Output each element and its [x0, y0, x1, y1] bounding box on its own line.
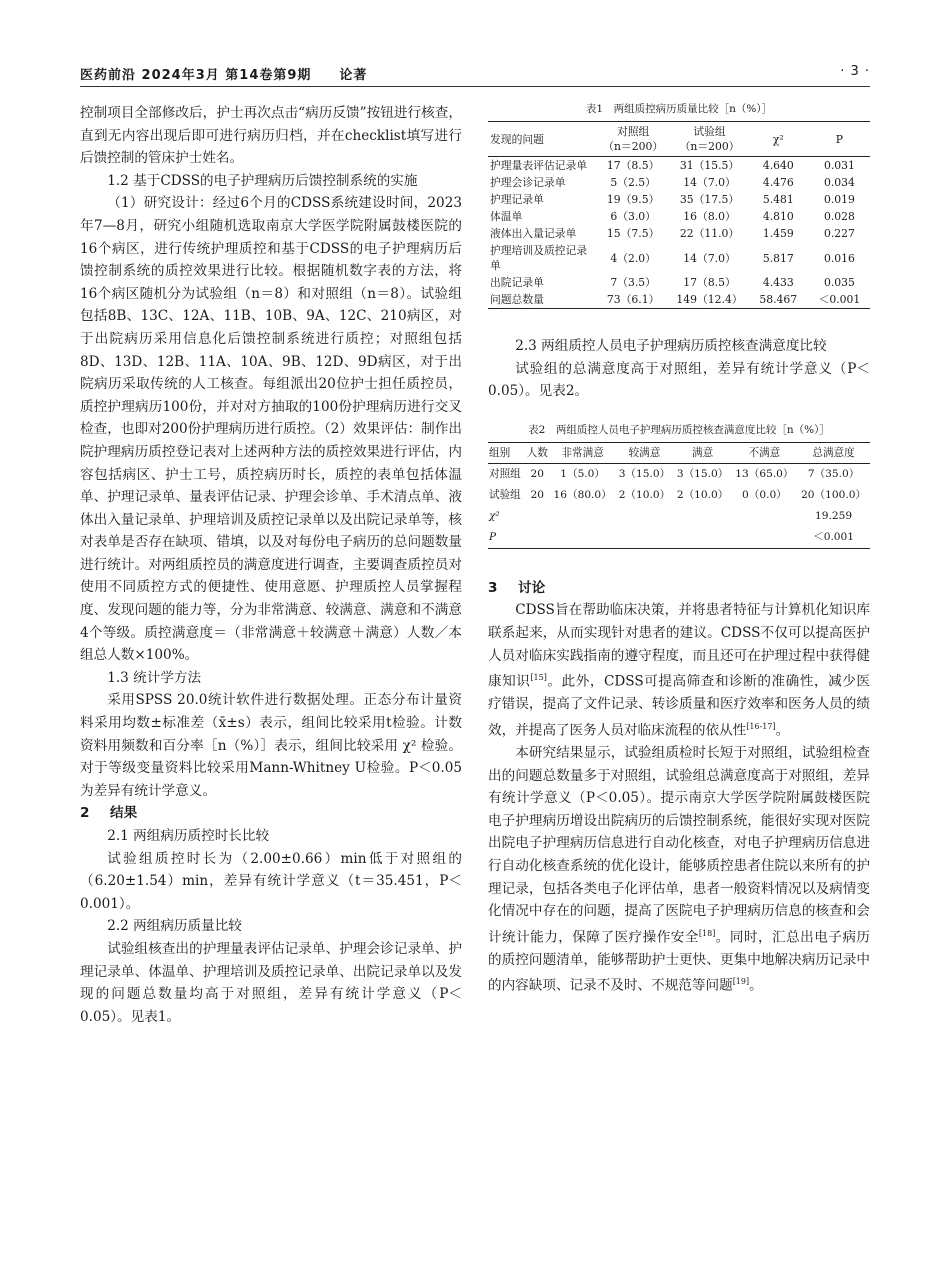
t2-header-satisfied: 满意 [674, 442, 732, 463]
table-row [488, 157, 870, 175]
section-3-number: 3 [488, 579, 498, 596]
t2-header-group: 组别 [488, 442, 525, 463]
section-2-1-body: 试验组质控时长为（2.00±0.66）min低于对照组的（6.20±1.54）min，差异有统计学意义（t＝35.451，P＜0.001）。 [80, 850, 462, 912]
t2-p-label: P [489, 530, 497, 543]
t2-header-very: 非常满意 [550, 442, 615, 463]
t2-r1-group: 试验组 [489, 488, 521, 501]
discussion-p2-text: 本研究结果显示，试验组质检时长短于对照组，试验组检查出的问题总数量多于对照组，试验组总满意度高于对照组，差异有统计学意义（P＜0.05）。提示南京大学医学院附属鼓楼医院电子护理病历增设出院病历的后馈控制系统，能很好实现对医院出院电子护理病历信息进行自动化核查，对电子护理病历信息进行自动化核查系统的优化设计，能够质控患者住院以来所有的护理记录，包括各类电子化评估单，患者一般资料情况以及病情变化情况中存在的问题，提高了医院电子护理病历信息的核查和会计统计能力，保障了医疗操作安全 [488, 745, 870, 946]
t1-row-control: 73（6.1） [606, 293, 660, 306]
left-column [80, 102, 462, 1028]
t1-row-test: 14（7.0） [683, 251, 736, 265]
t1-row-control: 19（9.5） [606, 193, 660, 206]
t2-header-total: 总满意度 [797, 442, 870, 463]
t2-r0-n: 20 [530, 467, 545, 480]
t1-row-control: 17（8.5） [606, 159, 660, 172]
t1-row-control: 6（3.0） [610, 210, 656, 223]
table-row [488, 463, 870, 485]
section-2-1-title: 2.1 两组病历质控时长比较 [107, 828, 270, 844]
t2-r0-a: 1（5.0） [560, 467, 606, 480]
t1-row-test: 16（8.0） [683, 210, 736, 223]
t2-header-fairly: 较满意 [615, 442, 673, 463]
t2-r0-c: 3（15.0） [676, 467, 729, 480]
section-1-3-title: 1.3 统计学方法 [107, 669, 202, 686]
t2-chi-value: 19.259 [815, 509, 853, 522]
t2-r1-e: 20（100.0） [801, 488, 867, 501]
t2-r0-b: 3（15.0） [618, 467, 671, 480]
ref-15: [15] [530, 673, 547, 683]
t1-row-name: 体温单 [490, 210, 523, 223]
t1-row-test: 14（7.0） [683, 176, 736, 189]
t1-row-name: 问题总数量 [490, 293, 544, 306]
discussion-paragraph-1 [488, 599, 870, 742]
t1-header-test-n: （n＝200） [679, 140, 740, 153]
t1-row-test: 149（12.4） [676, 293, 743, 306]
page-number: · 3 · [840, 64, 870, 79]
t1-row-p: 0.227 [823, 227, 855, 240]
t2-header-count: 人数 [525, 442, 550, 463]
table-row [488, 291, 870, 309]
t1-row-chi: 4.433 [762, 276, 794, 289]
t1-row-chi: 5.817 [762, 251, 794, 265]
t2-p-value: ＜0.001 [813, 530, 855, 543]
t1-row-chi: 5.481 [762, 193, 794, 206]
section-1-2-title: 1.2 基于CDSS的电子护理病历后馈控制系统的实施 [107, 172, 418, 189]
paragraph-continued: 控制项目全部修改后，护士再次点击“病历反馈”按钮进行核查，直到无内容出现后即可进行病历归档，并在checklist填写进行后馈控制的管床护士姓名。 [80, 105, 462, 167]
t2-header-unsatisfied: 不满意 [732, 442, 797, 463]
ref-19: [19] [732, 977, 750, 987]
section-2-3-title: 2.3 两组质控人员电子护理病历质控核查满意度比较 [515, 338, 827, 354]
section-2-2-title: 2.2 两组病历质量比较 [107, 918, 242, 935]
discussion-p2-text-b: 。同时，汇总出电子病历的质控问题清单，能够帮助护士更快、更集中地解决病历记录中的内容缺项、记录不及时、不规范等问题 [488, 929, 871, 994]
table-row [488, 191, 870, 208]
t1-row-test: 22（11.0） [679, 227, 740, 240]
t1-body [488, 157, 870, 309]
t1-header-problem: 发现的问题 [488, 122, 595, 157]
discussion-p2-text-c: 。 [749, 978, 763, 994]
section-2-heading [80, 802, 462, 825]
table-2-caption: 表2 两组质控人员电子护理病历质控核查满意度比较［n（%）］ [528, 423, 830, 436]
t1-row-control: 4（2.0） [610, 251, 656, 265]
table-row [488, 485, 870, 506]
t2-r1-n: 20 [530, 488, 545, 501]
right-column [488, 102, 870, 998]
t1-row-name: 液体出入量记录单 [490, 227, 577, 240]
t1-row-p: 0.019 [823, 193, 855, 206]
table-row [488, 274, 870, 291]
t2-r1-c: 2（10.0） [676, 488, 729, 501]
t1-header-test [671, 122, 747, 157]
discussion-paragraph-2 [488, 742, 870, 998]
t1-row-chi: 1.459 [762, 227, 794, 240]
t1-header-control [595, 122, 671, 157]
ref-16-17: [16-17] [746, 721, 776, 731]
t1-row-p: 0.028 [823, 210, 855, 223]
table-2 [488, 442, 870, 549]
t2-r0-d: 13（65.0） [735, 467, 794, 480]
section-2-title: 结果 [110, 805, 138, 822]
table-row [488, 506, 870, 527]
section-3-heading [488, 577, 870, 600]
t1-header-control-label: 对照组 [616, 125, 650, 138]
table-1 [488, 121, 870, 309]
t2-r1-b: 2（10.0） [618, 488, 671, 501]
section-2-2-body: 试验组核查出的护理量表评估记录单、护理会诊记录单、护理记录单、体温单、护理培训及质控记录单、出院记录单以及发现的问题总数量均高于对照组，差异有统计学意义（P＜0.05）。见表1。 [80, 940, 462, 1025]
t1-row-test: 35（17.5） [679, 193, 740, 206]
table-1-caption: 表1 两组质控病历质量比较［n（%）］ [585, 103, 773, 115]
ref-18: [18] [698, 928, 716, 938]
discussion-p1-text: CDSS旨在帮助临床决策，并将患者特征与计算机化知识库联系起来，从而实现针对患者的建议。CDSS不仅可以提高医护人员对临床实践指南的遵守程度，而且还可在护理过程中获得健康知识 [488, 602, 870, 690]
t1-row-control: 7（3.5） [610, 276, 656, 289]
t1-row-p: 0.034 [823, 176, 855, 189]
t1-row-control: 15（7.5） [606, 227, 660, 240]
t1-row-test: 17（8.5） [683, 276, 736, 289]
section-3-title: 讨论 [518, 579, 546, 596]
journal-info: 医药前沿 2024年3月 第14卷第9期 论著 [80, 68, 368, 83]
t2-r0-e: 7（35.0） [807, 467, 860, 480]
table-row [488, 242, 870, 274]
t1-row-p: ＜0.001 [818, 293, 861, 306]
table-row [488, 225, 870, 242]
t1-row-p: 0.035 [823, 276, 855, 289]
section-2-number: 2 [80, 805, 90, 822]
t1-row-name: 护理量表评估记录单 [490, 159, 588, 172]
table-row [488, 527, 870, 549]
t1-row-name: 出院记录单 [490, 276, 544, 289]
section-2-3-body: 试验组的总满意度高于对照组，差异有统计学意义（P＜0.05）。见表2。 [488, 360, 870, 400]
t1-row-name: 护理记录单 [490, 193, 544, 206]
t1-row-p: 0.016 [823, 251, 855, 265]
t1-row-chi: 58.467 [759, 293, 798, 306]
t1-row-chi: 4.640 [762, 159, 794, 172]
t1-row-name: 护理会诊记录单 [490, 176, 566, 189]
t2-r0-group: 对照组 [489, 467, 521, 480]
t1-row-p: 0.031 [823, 159, 855, 172]
t1-row-control: 5（2.5） [610, 176, 656, 189]
running-header [80, 62, 870, 87]
t1-header-chi: χ² [748, 122, 809, 157]
t1-header-control-n: （n＝200） [603, 140, 664, 153]
t1-row-test: 31（15.5） [679, 159, 740, 172]
table-row [488, 208, 870, 225]
t2-chi-label: χ² [489, 509, 500, 522]
t1-header-p: P [809, 122, 870, 157]
t1-row-name: 护理培训及质控记录单 [490, 244, 588, 272]
discussion-p1-text-b: 。此外，CDSS可提高筛查和诊断的准确性，减少医疗错误，提高了文件记录、转诊质量和医疗效率和医务人员的绩效，并提高了医务人员对临床流程的依从性 [488, 673, 870, 739]
section-1-2-body: （1）研究设计：经过6个月的CDSS系统建设时间，2023年7—8月，研究小组随机选取南京大学医学院附属鼓楼医院的16个病区，进行传统护理质控和基于CDSS的电子护理病历后馈控制系统的质控效果进行比较。根据随机数字表的方法，将16个病区随机分为试验组（n＝8）和对照组（n＝8）。试验组包括8B、13C、12A、11B、10B、9A、12C、210病区，对于出院病历采用信息化后馈控制系统进行质控；对照组包括8D、13D、12B、11A、10A、9B、12D、9D病区，对于出院病历采取传统的人工核查。每组派出20位护士担任质控员，质控护理病历100份，并对对方抽取的100份护理病历进行交叉检查，也即对200份护理病历进行质控。（2）效果评估：制作出院护理病历质控登记表对上述两种方法的质控效果进行评估，内容包括病区、护士工号，质控病历时长，质控的表单包括体温单、护理记录单、量表评估记录、护理会诊单、手术清点单、液体出入量记录单、护理培训及质控记录单以及出院记录单等，核对表单是否存在缺项、错填，以及对每份电子病历的总问题数量进行统计。对两组质控员的满意度进行调查，主要调查质控员对使用不同质控方式的便捷性、使用意愿、护理质控人员掌握程度、发现问题的能力等，分为非常满意、较满意、满意和不满意4个等级。质控满意度＝（非常满意＋较满意＋满意）人数／本组总人数×100%。 [80, 195, 462, 664]
t1-row-chi: 4.476 [762, 176, 794, 189]
section-1-3-body: 采用SPSS 20.0统计软件进行数据处理。正态分布计量资料采用均数±标准差（x̄±s）表示，组间比较采用t检验。计数资料用频数和百分率［n（%）］表示，组间比较采用 χ² 检验。对于等级变量资料比较采用Mann-Whitney U检验。P＜0.05为差异有统计学意义。 [80, 692, 462, 799]
discussion-p1-text-c: 。 [775, 722, 790, 739]
t2-r1-d: 0（0.0） [742, 488, 787, 501]
t2-r1-a: 16（80.0） [553, 488, 612, 501]
t1-header-test-label: 试验组 [693, 125, 726, 138]
t1-row-chi: 4.810 [762, 210, 794, 223]
table-row [488, 174, 870, 191]
